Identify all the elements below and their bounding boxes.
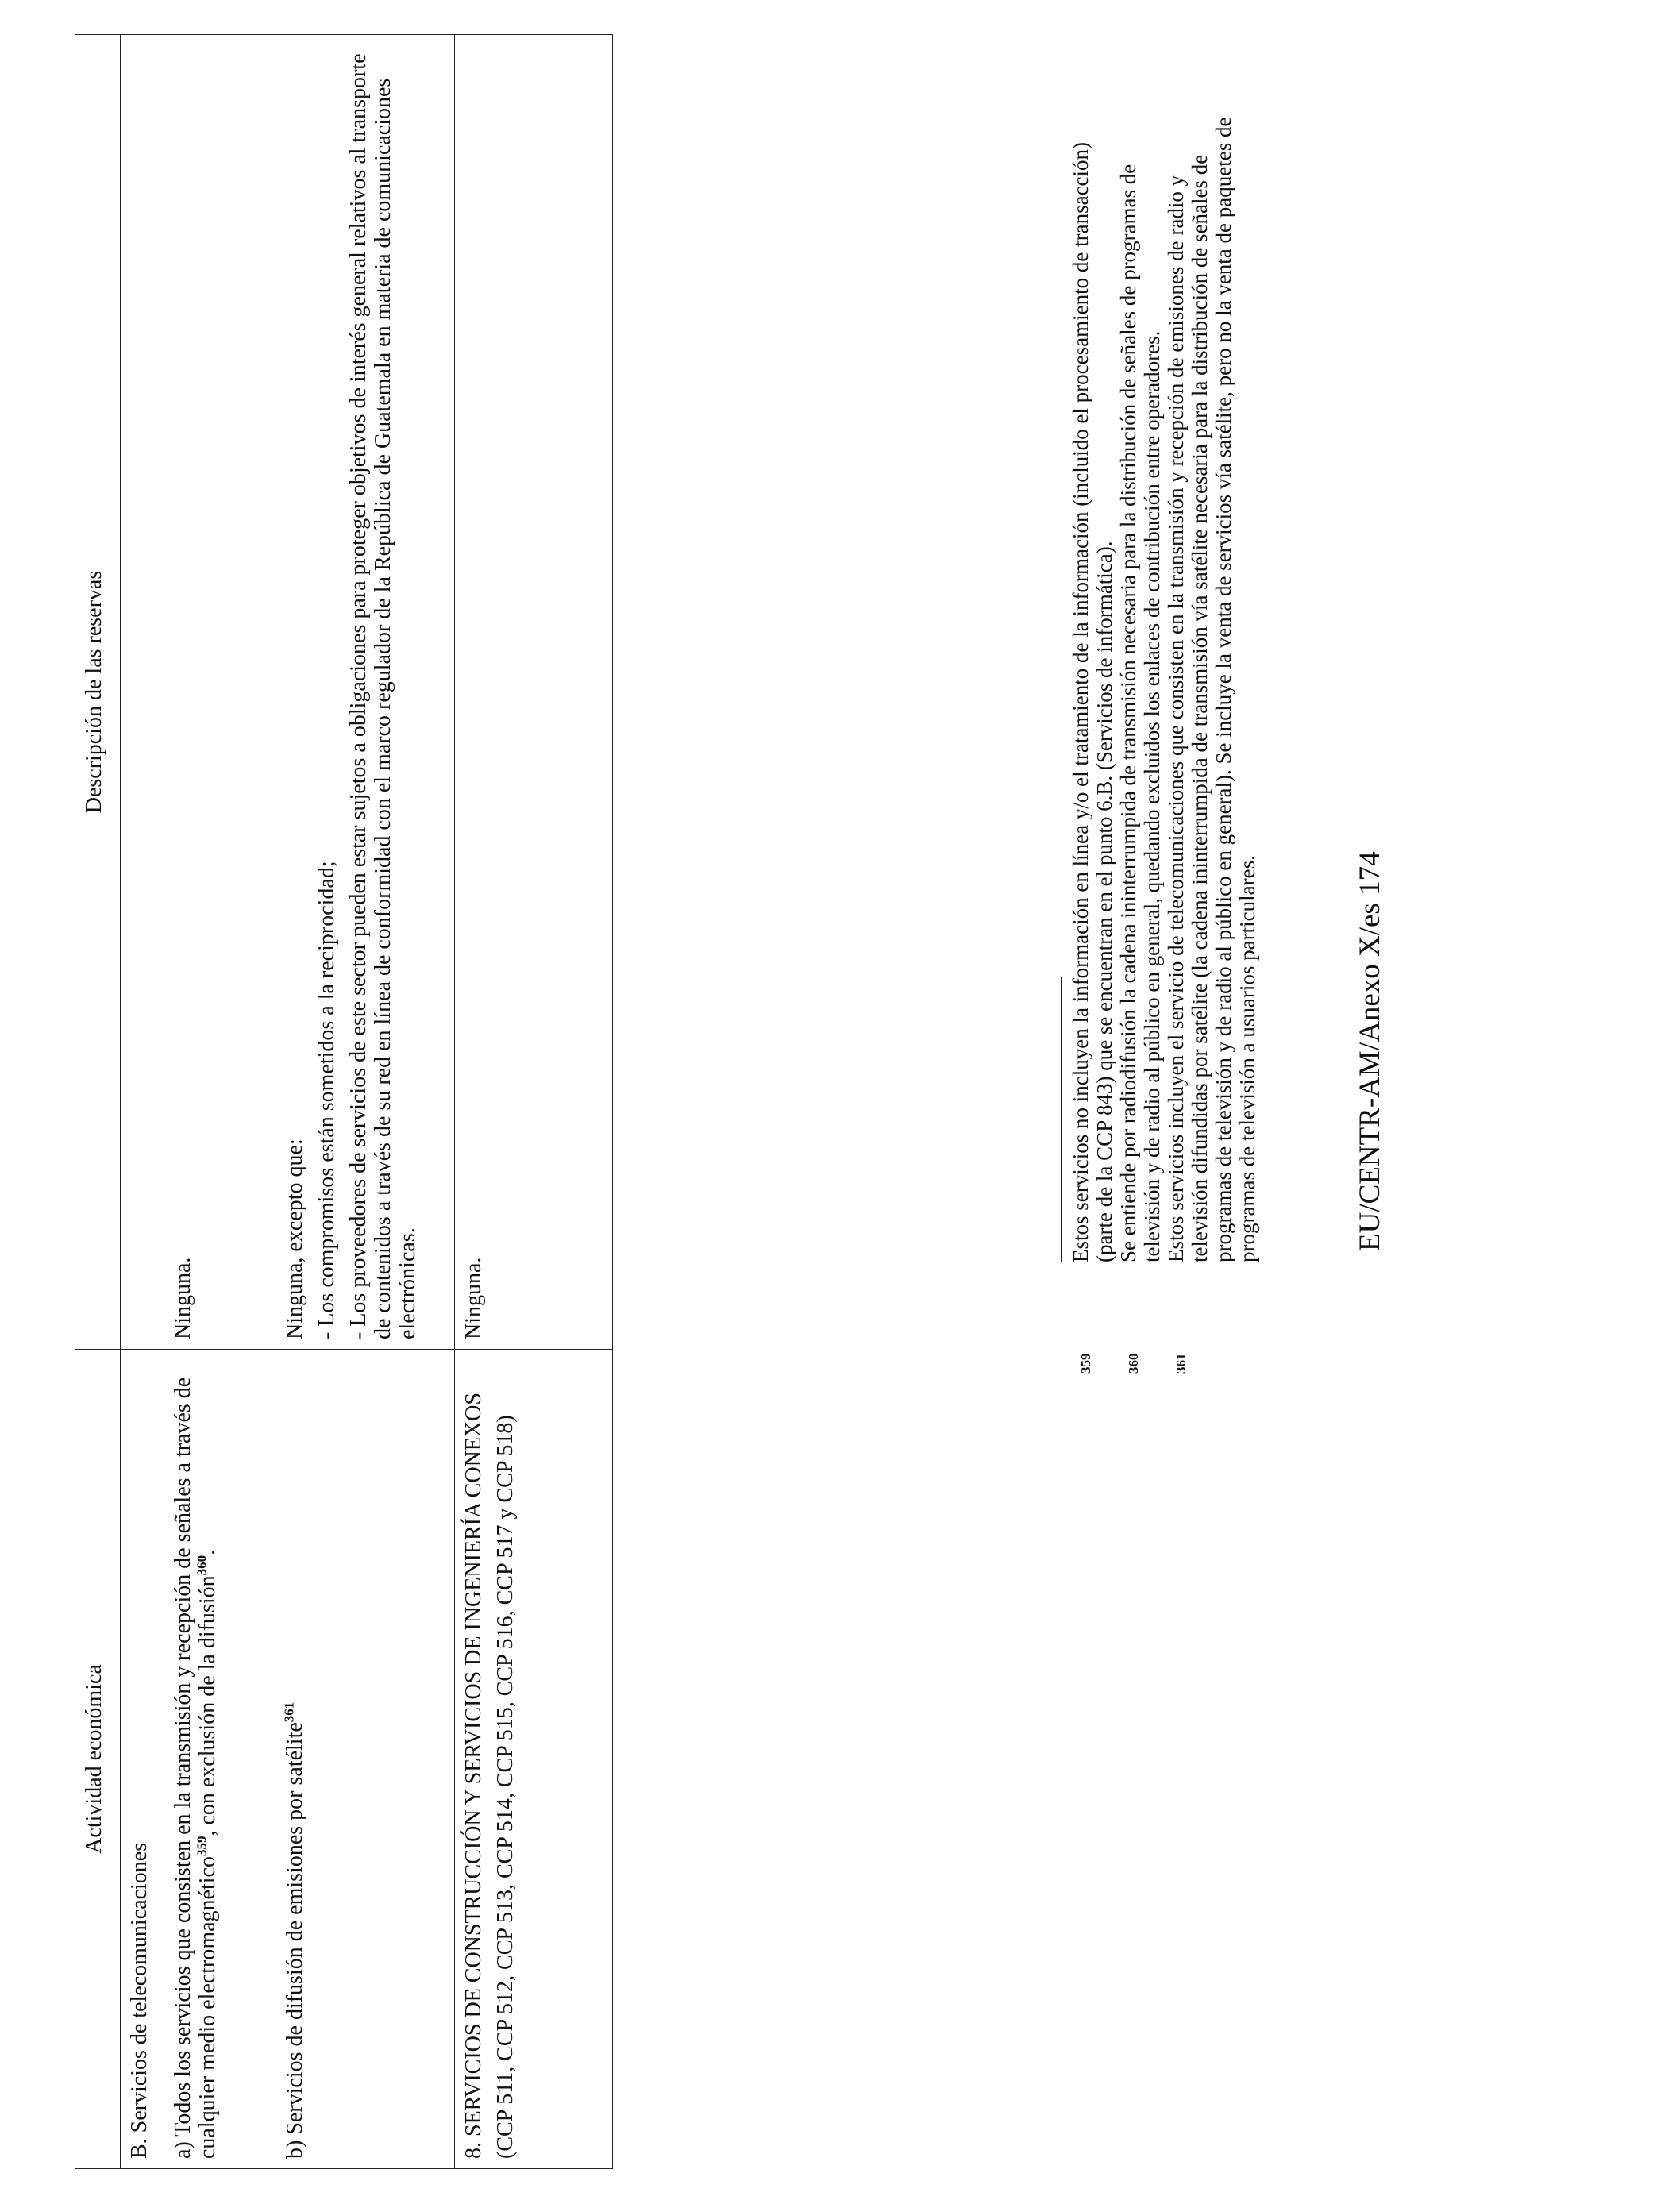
footnote-number: 360 [1126, 1353, 1141, 1374]
activity-text: , con exclusión de la difusión [195, 1575, 220, 1836]
footnote-ref: 360 [194, 1555, 210, 1576]
activity-text: a) Todos los servicios que consisten en la transmisión y recepción de señales a través de cualquier medio electromagnético [171, 1377, 220, 2159]
activity-cell [164, 1350, 276, 2169]
header-description: Descripción de las reservas [75, 35, 121, 1350]
table-row [164, 35, 276, 2169]
footnote [1069, 91, 1116, 1374]
footnote-ref: 359 [194, 1836, 210, 1857]
activity-codes: (CCP 511, CCP 512, CCP 513, CCP 514, CCP 515, CCP 516, CCP 517 y CCP 518) [493, 1415, 518, 2159]
description-item: - Los proveedores de servicios de este sector pueden estar sujetos a obligaciones para proteger objetivos de interés general relativos al transporte de contenidos a través de su red en línea de conformidad con el marco regulador de la República de Guatemala en materia de comunicaciones electrónicas. [346, 53, 420, 1339]
description-cell [276, 35, 455, 1350]
footnote-number: 361 [1173, 1353, 1189, 1374]
footnote-text: Estos servicios incluyen el servicio de telecomunicaciones que consisten en la transmisión y recepción de emisiones de radio y televisión difundidas por satélite (la cadena ininterrumpida de transmisión vía satélite necesaria para la distribución de señales de programas de televisión y de radio al público en general). Se incluye la venta de servicios vía satélite, pero no la venta de paquetes de programas de televisión a usuarios particulares. [1164, 117, 1259, 1262]
header-activity: Actividad económica [75, 1350, 121, 2169]
footnotes [1061, 91, 1259, 1374]
footnote-text: Estos servicios no incluyen la información en línea y/o el tratamiento de la información (incluido el procesamiento de transacción) (parte de la CCP 843) que se encuentran en el punto 6.B. (Servicios de informática). [1069, 141, 1116, 1262]
table-row [455, 35, 613, 2169]
footnote-number: 359 [1078, 1353, 1093, 1374]
activity-text: . [195, 1549, 220, 1555]
section-row [121, 35, 164, 2169]
activity-text: b) Servicios de difusión de emisiones por satélite [283, 1722, 307, 2159]
footnote [1116, 91, 1164, 1374]
description-cell: Ninguna. [164, 35, 276, 1350]
footnote [1164, 91, 1259, 1374]
table-header-row [75, 35, 121, 2169]
description-cell: Ninguna. [455, 35, 613, 1350]
footnote-text: Se entiende por radiodifusión la cadena ininterrumpida de transmisión necesaria para la distribución de señales de programas de televisión y de radio al público en general, quedando excluidos los enlaces de contribución entre operadores. [1116, 164, 1164, 1262]
table-row [276, 35, 455, 2169]
activity-cell [455, 1350, 613, 2169]
activity-cell [276, 1350, 455, 2169]
reservations-table [75, 34, 613, 2169]
description-item: - Los compromisos están sometidos a la reciprocidad; [314, 861, 339, 1339]
section-label: B. Servicios de telecomunicaciones [121, 1350, 164, 2169]
page-reference: EU/CENTR-AM/Anexo X/es 174 [1354, 851, 1386, 1251]
description-intro: Ninguna, excepto que: [283, 1139, 307, 1339]
activity-heading: 8. SERVICIOS DE CONSTRUCCIÓN Y SERVICIOS DE INGENIERÍA CONEXOS [461, 1393, 486, 2159]
section-empty-cell [121, 35, 164, 1350]
footnote-ref: 361 [281, 1701, 297, 1723]
